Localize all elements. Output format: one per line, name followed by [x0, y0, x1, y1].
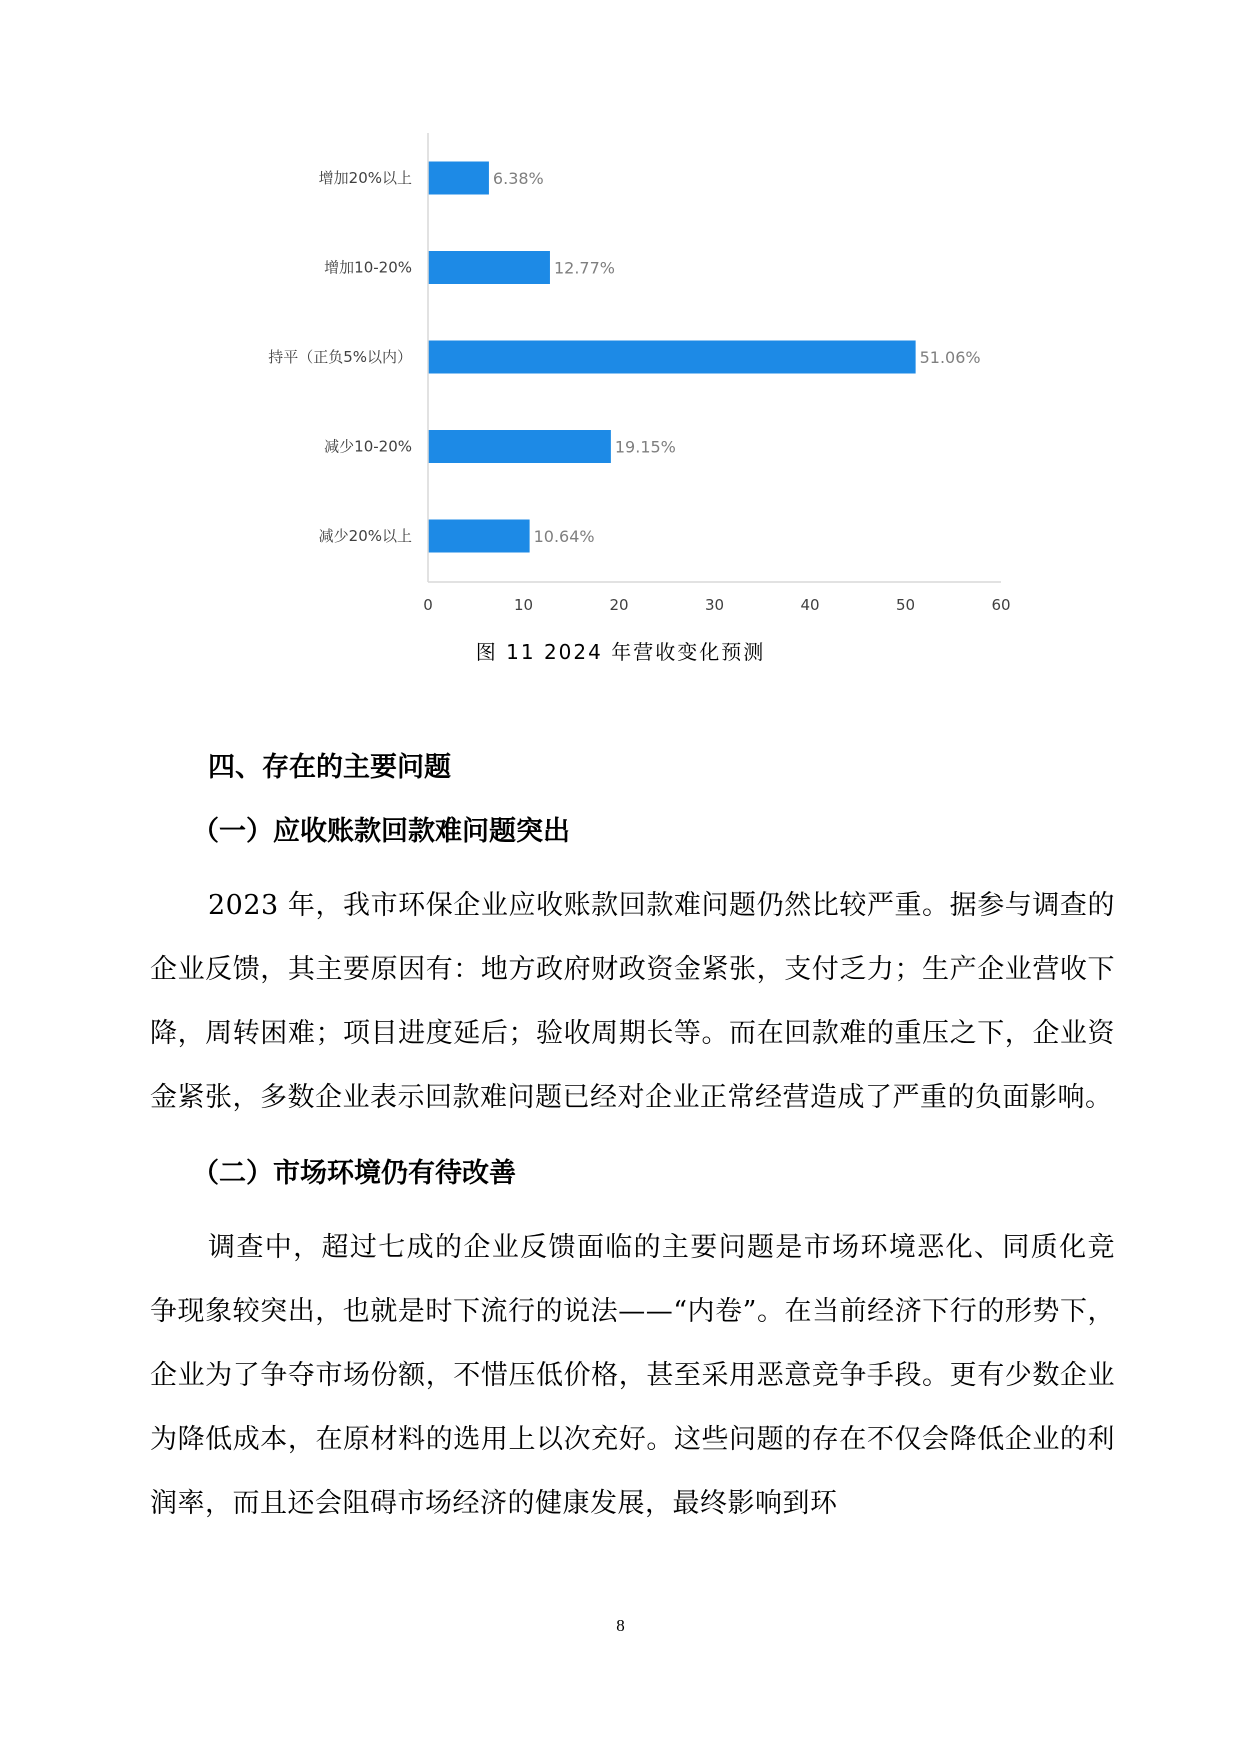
x-tick-label-0: 0 — [423, 596, 433, 614]
bar-0 — [428, 162, 489, 195]
report-body — [150, 748, 1115, 1536]
category-label-2: 持平（正负5%以内） — [268, 348, 412, 366]
x-tick-label-2: 20 — [609, 596, 629, 614]
bar-3 — [428, 430, 611, 463]
x-tick-label-6: 60 — [991, 596, 1011, 614]
paragraph-1: 2023 年，我市环保企业应收账款回款难问题仍然比较严重。据参与调查的企业反馈，其主要原因有：地方政府财政资金紧张，支付乏力；生产企业营收下降，周转困难；项目进度延后；验收周期长等。而在回款难的重压之下，企业资金紧张，多数企业表示回款难问题已经对企业正常经营造成了严重的负面影响。 — [150, 890, 1115, 1113]
bar-group — [428, 162, 916, 553]
data-label-4: 10.64% — [533, 527, 595, 546]
figure-caption: 图 11 2024 年营收变化预测 — [475, 640, 766, 664]
bar-chart — [0, 0, 1241, 640]
bar-1 — [428, 251, 550, 284]
data-label-0: 6.38% — [492, 169, 544, 188]
paragraph-2: 调查中，超过七成的企业反馈面临的主要问题是市场环境恶化、同质化竞争现象较突出，也就是时下流行的说法——“内卷”。在当前经济下行的形势下，企业为了争夺市场份额，不惜压低价格，甚至采用恶意竞争手段。更有少数企业为降低成本，在原材料的选用上以次充好。这些问题的存在不仅会降低企业的利润率，而且还会阻碍市场经济的健康发展，最终影响到环 — [150, 1232, 1115, 1519]
category-label-1: 增加10-20% — [324, 258, 412, 277]
x-tick-label-4: 40 — [800, 596, 820, 614]
category-label-3: 减少10-20% — [324, 437, 412, 456]
x-tick-label-1: 10 — [513, 596, 534, 614]
category-label-0: 增加20%以上 — [318, 169, 412, 187]
x-tick-label-3: 30 — [704, 596, 725, 614]
x-axis-ticks — [423, 596, 1010, 614]
bar-2 — [428, 341, 916, 374]
category-label-4: 减少20%以上 — [318, 527, 412, 545]
x-tick-label-5: 50 — [895, 596, 916, 614]
subsection-heading-2: （二）市场环境仍有待改善 — [192, 1158, 516, 1189]
category-labels — [268, 169, 412, 545]
subsection-heading-1: （一）应收账款回款难问题突出 — [192, 816, 570, 847]
section-heading: 四、存在的主要问题 — [208, 752, 451, 783]
bar-4 — [428, 520, 530, 553]
data-label-1: 12.77% — [553, 258, 615, 278]
data-label-3: 19.15% — [614, 437, 676, 457]
data-label-2: 51.06% — [919, 348, 981, 367]
page-number: 8 — [616, 1616, 625, 1635]
